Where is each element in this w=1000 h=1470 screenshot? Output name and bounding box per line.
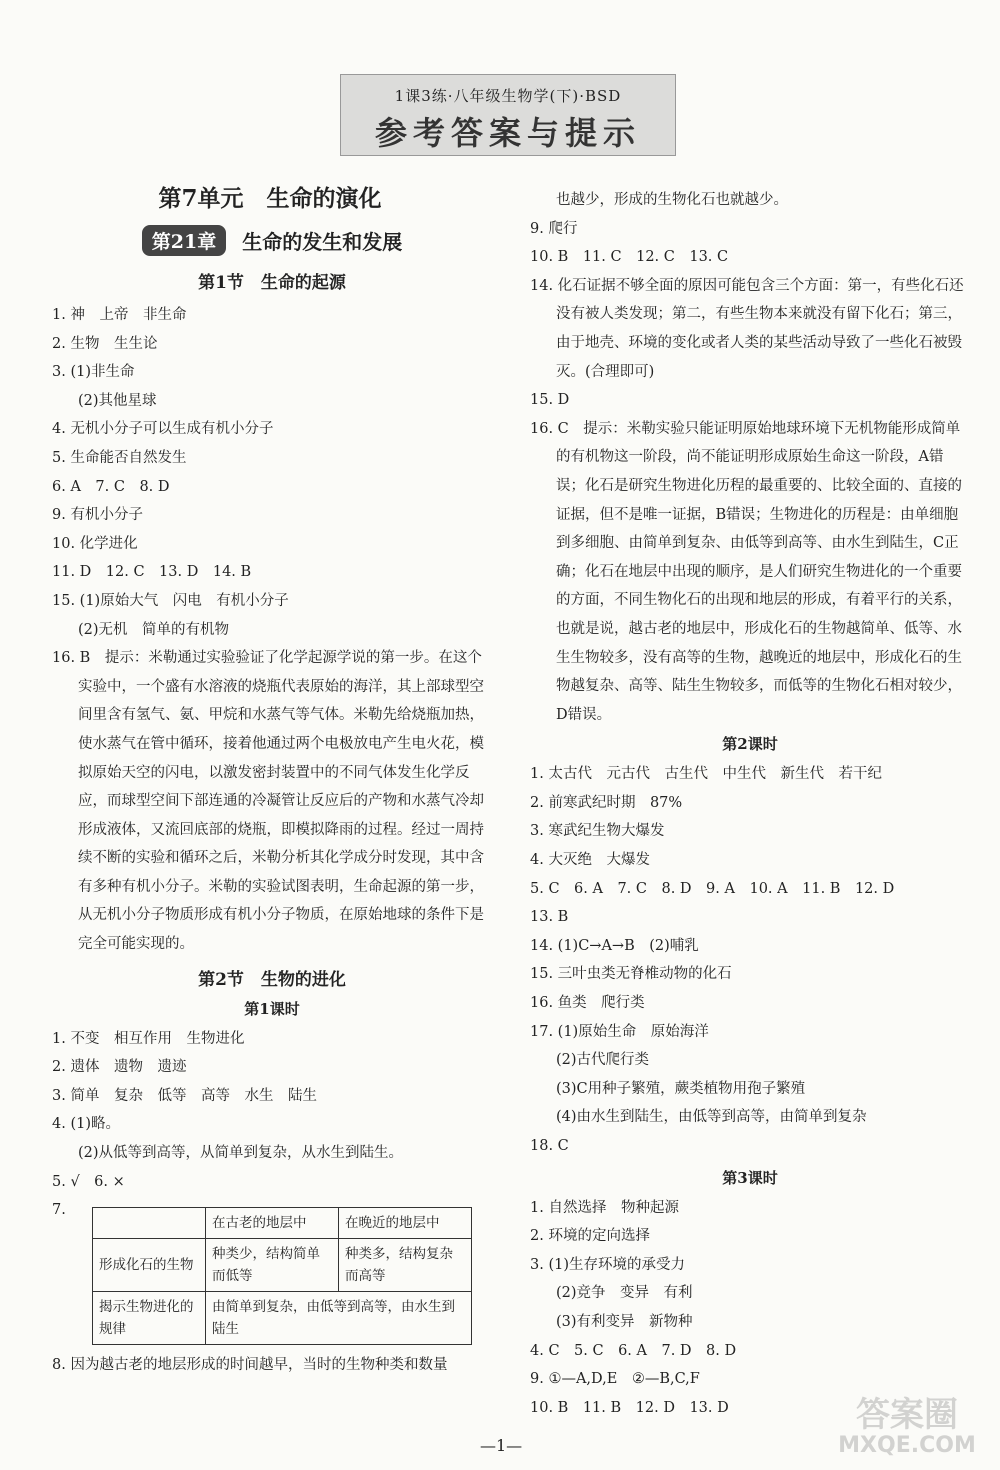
section-title: 第1节 生命的起源	[198, 273, 346, 293]
answer-paragraph: 16. B 提示：米勒通过实验验证了化学起源学说的第一步。在这个实验中，一个盛有水溶液的烧瓶代表原始的海洋，其上部球型空间里含有氢气、氨、甲烷和水蒸气等气体。米勒先给烧瓶加热，使水蒸气在管中循环，接着他通过两个电极放电产生电火花，模拟原始天空的闪电，以激发密封装置中的不同气体发生化学反应，而球型空间下部连通的冷凝管让反应后的产物和水蒸气冷却形成液体，又流回底部的烧瓶，即模拟降雨的过程。经过一周持续不断的实验和循环之后，米勒分析其化学成分时发现，其中含有多种有机小分子。米勒的实验试图表明，生命起源的第一步，从无机小分子物质形成有机小分子物质，在原始地球的条件下是完全可能实现的。	[52, 650, 484, 953]
answer-line: 15. (1)原始大气 闪电 有机小分子	[52, 592, 289, 609]
answer-line: 9. 爬行	[530, 220, 578, 237]
answer-line: 4. 无机小分子可以生成有机小分子	[52, 421, 274, 438]
answer-line: 10. B 11. B 12. D 13. D	[530, 1399, 729, 1416]
answer-paragraph: 16. C 提示：米勒实验只能证明原始地球环境下无机物能形成简单的有机物这一阶段，尚不能证明形成原始生命这一阶段，A错误；化石是研究生物进化历程的最重要的、比较全面的、直接的证据，但不是唯一证据，B错误；生物进化的历程是：由单细胞到多细胞、由简单到复杂、由低等到高等、由水生到陆生，C正确；化石在地层中出现的顺序，是人们研究生物进化的一个重要的方面，不同生物化石的出现和地层的形成，有着平行的关系，也就是说，越古老的地层中，形成化石的生物越简单、低等、水生生物较多，没有高等的生物，越晚近的地层中，形成化石的生物越复杂、高等、陆生生物较多，而低等的生物化石相对较少，D错误。	[530, 420, 962, 723]
answer-line: 11. D 12. C 13. D 14. B	[52, 564, 252, 581]
table-header-cell: 在古老的地层中	[206, 1207, 339, 1238]
answer-line: 5. 生命能否自然发生	[52, 449, 187, 466]
answer-line: 1. 神 上帝 非生命	[52, 307, 187, 323]
answer-line: 1. 自然选择 物种起源	[530, 1199, 679, 1216]
answer-line: 15. D	[530, 392, 570, 409]
answer-line: 3. (1)生存环境的承受力	[530, 1256, 685, 1273]
svg-text:答案圈: 答案圈	[856, 1395, 958, 1435]
answer-line: 9. ①—A,D,E ②—B,C,F	[530, 1371, 700, 1388]
banner-title: 参考答案与提示	[374, 114, 641, 152]
table-cell	[93, 1207, 206, 1238]
page-number: —1—	[480, 1436, 523, 1455]
book-subtitle: 1课3练·八年级生物学(下)·BSD	[394, 87, 622, 105]
table-header-cell: 在晚近的地层中	[339, 1207, 472, 1238]
unit-title: 第7单元 生命的演化	[158, 185, 382, 212]
table-cell: 揭示生物进化的规律	[93, 1291, 206, 1344]
answer-line: (2)其他星球	[78, 392, 157, 409]
answer-line: 2. 生物 生生论	[52, 335, 158, 352]
answer-line: 4. 大灭绝 大爆发	[530, 852, 650, 869]
table-cell: 种类多，结构复杂而高等	[339, 1238, 472, 1291]
svg-text:MXQE.COM: MXQE.COM	[838, 1433, 976, 1458]
answer-paragraph: 14. 化石证据不够全面的原因可能包含三个方面：第一，有些化石还没有被人类发现；第二，有些生物本来就没有留下化石；第三，由于地壳、环境的变化或者人类的某些活动导致了一些化石被毁灭。(合理即可)	[530, 277, 964, 380]
table-cell: 形成化石的生物	[93, 1238, 206, 1291]
answer-line: (3)C用种子繁殖，蕨类植物用孢子繁殖	[556, 1080, 806, 1097]
answer-line: 5. √ 6. ×	[52, 1173, 125, 1190]
right-column	[530, 186, 970, 1422]
table-row	[93, 1291, 472, 1344]
answer-line: 4. (1)略。	[52, 1116, 120, 1133]
lesson-title: 第1课时	[244, 999, 300, 1018]
header-banner	[340, 74, 676, 156]
answer-line: 3. (1)非生命	[52, 364, 135, 381]
answer-line: (2)无机 简单的有机物	[78, 621, 230, 638]
table-row	[93, 1238, 472, 1291]
lesson-title: 第2课时	[722, 735, 778, 754]
answer-line: (4)由水生到陆生，由低等到高等，由简单到复杂	[556, 1109, 867, 1126]
answer-line: 10. B 11. C 12. C 13. C	[530, 249, 729, 266]
answer-line: 2. 环境的定向选择	[530, 1228, 650, 1245]
answer-line: 9. 有机小分子	[52, 507, 143, 524]
answer-line: 14. (1)C→A→B (2)哺乳	[530, 937, 699, 954]
chapter-heading	[52, 225, 492, 256]
watermark-logo	[832, 1388, 982, 1458]
chapter-title: 生命的发生和发展	[242, 230, 403, 254]
answer-line: 3. 寒武纪生物大爆发	[530, 823, 665, 840]
answer-line: 5. C 6. A 7. C 8. D 9. A 10. A 11. B 12. D	[530, 880, 895, 897]
answer-line: 15. 三叶虫类无脊椎动物的化石	[530, 966, 732, 983]
answer-line: 10. 化学进化	[52, 535, 138, 552]
answer-line: 也越少，形成的生物化石也就越少。	[556, 192, 788, 208]
answer-line: 18. C	[530, 1138, 569, 1154]
answer-line: (2)从低等到高等，从简单到复杂，从水生到陆生。	[78, 1145, 404, 1162]
answer-line: 17. (1)原始生命 原始海洋	[530, 1023, 709, 1040]
answer-line: (2)古代爬行类	[556, 1052, 650, 1069]
answer-line: 16. 鱼类 爬行类	[530, 995, 645, 1012]
answer-line: 2. 遗体 遗物 遗迹	[52, 1059, 187, 1076]
table-cell: 种类少，结构简单而低等	[206, 1238, 339, 1291]
table-cell: 由简单到复杂，由低等到高等，由水生到陆生	[206, 1291, 472, 1344]
answer-line: (3)有利变异 新物种	[556, 1313, 693, 1330]
answer-line: 6. A 7. C 8. D	[52, 478, 170, 495]
answer-line: 2. 前寒武纪时期 87%	[530, 794, 683, 811]
answer-line: 1. 不变 相互作用 生物进化	[52, 1030, 245, 1047]
section-title: 第2节 生物的进化	[198, 969, 346, 990]
lesson-title: 第3课时	[722, 1168, 778, 1187]
question-number: 7.	[52, 1202, 66, 1219]
left-column	[52, 180, 492, 1379]
evolution-table	[92, 1207, 472, 1345]
chapter-tag: 第21章	[142, 225, 226, 256]
answer-line: 3. 简单 复杂 低等 高等 水生 陆生	[52, 1087, 317, 1104]
answer-paragraph: 8. 因为越古老的地层形成的时间越早，当时的生物种类和数量	[52, 1356, 448, 1373]
table-row	[93, 1207, 472, 1238]
answer-line: 13. B	[530, 909, 569, 926]
answer-line: (2)竞争 变异 有利	[556, 1285, 693, 1302]
answer-line: 4. C 5. C 6. A 7. D 8. D	[530, 1342, 737, 1359]
answer-line: 1. 太古代 元古代 古生代 中生代 新生代 若干纪	[530, 766, 882, 783]
